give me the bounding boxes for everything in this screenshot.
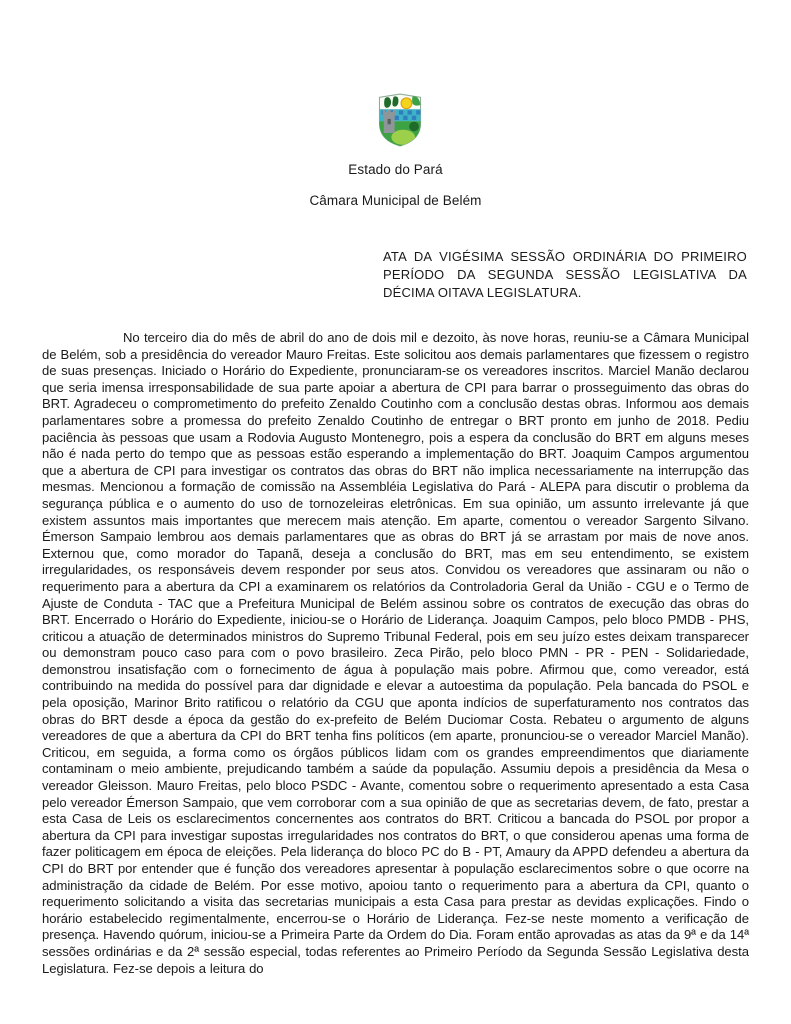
state-name: Estado do Pará	[348, 162, 443, 177]
coat-of-arms-icon	[374, 93, 426, 147]
tower-window	[388, 119, 391, 124]
minutes-paragraph: No terceiro dia do mês de abril do ano de dois mil e dezoito, às nove horas, reuniu-se a Câmara Municipal de Belém, sob a presidência do vereador Mauro Freitas. Este solicitou aos demais parlamentares que fizessem o registro de suas presenças. Iniciado o Horário do Expediente, pronunciaram-se os vereadores inscritos. Marciel Manão declarou que seria imensa irresponsabilidade de sua parte apoiar a abertura de CPI para barrar o prosseguimento das obras do BRT. Agradeceu o comprometimento do prefeito Zenaldo Coutinho com a conclusão destas obras. Informou aos demais parlamentares sobre a promessa do prefeito Zenaldo Coutinho de entregar o BRT pronto em junho de 2018. Pediu paciência às pessoas que usam a Rodovia Augusto Montenegro, pois a espera da conclusão do BRT em alguns meses não é nada perto do tempo que as pessoas estão esperando a implementação do BRT. Joaquim Campos argumentou que a abertura de CPI para investigar os contratos das obras do BRT não implica necessariamente na interrupção das mesmas. Mencionou a formação de comissão na Assembléia Legislativa do Pará - ALEPA para discutir o problema da segurança pública e o aumento do uso de tornozeleiras eletrônicas. Em sua opinião, um assunto irrelevante já que existem assuntos mais importantes que merecem mais atenção. Em aparte, comentou o vereador Sargento Silvano. Émerson Sampaio lembrou aos demais parlamentares que as obras do BRT já se arrastam por mais de nove anos. Externou que, como morador do Tapanã, deseja a conclusão do BRT, mas em seu entendimento, se existem irregularidades, os responsáveis devem responder por seus atos. Convidou os vereadores que assinaram ou não o requerimento para a abertura da CPI a examinarem os relatórios da Controladoria Geral da União - CGU e o Termo de Ajuste de Conduta - TAC que a Prefeitura Municipal de Belém assinou sobre os contratos de execução das obras do BRT. Encerrado o Horário do Expediente, iniciou-se o Horário de Liderança. Joaquim Campos, pelo bloco PMDB - PHS, criticou a atuação de determinados ministros do Supremo Tribunal Federal, pois em seu juízo estes deixam transparecer ou demonstram pouco caso para com o povo brasileiro. Zeca Pirão, pelo bloco PMN - PR - PEN - Solidariedade, demonstrou insatisfação com o fornecimento de água à população mais pobre. Afirmou que, como vereador, está contribuindo na medida do possível para dar dignidade e elevar a autoestima da população. Pela bancada do PSOL e pela oposição, Marinor Brito ratificou o relatório da CGU que aponta indícios de superfaturamento nos contratos das obras do BRT desde a época da gestão do ex-prefeito de Belém Duciomar Costa. Rebateu o argumento de alguns vereadores de que a abertura da CPI do BRT tenha fins políticos (em aparte, pronunciou-se o vereador Marciel Manão). Criticou, em seguida, a forma como os órgãos públicos lidam com os grandes empreendimentos que diariamente contaminam o meio ambiente, prejudicando também a saúde da população. Assumiu depois a presidência da Mesa o vereador Gleisson. Mauro Freitas, pelo bloco PSDC - Avante, comentou sobre o requerimento apresentado a esta Casa pelo vereador Émerson Sampaio, que vem corroborar com a sua opinião de que as secretarias devem, de fato, prestar a esta Casa de Leis os esclarecimentos concernentes aos contratos do BRT. Criticou a bancada do PSOL por propor a abertura da CPI para investigar supostas irregularidades nos contratos do BRT, o que considerou apenas uma forma de fazer politicagem em época de eleições. Pela liderança do bloco PC do B - PT, Amaury da APPD defendeu a abertura da CPI do BRT por entender que é função dos vereadores apresentar à população esclarecimentos sobre o que ocorre na administração da cidade de Belém. Por esse motivo, apoiou tanto o requerimento para a abertura da CPI, quanto o requerimento solicitando a visita das secretarias municipais a esta Casa para prestar as devidas explicações. Findo o horário estabelecido regimentalmente, encerrou-se o Horário de Liderança. Fez-se neste momento a verificação de presença. Havendo quórum, iniciou-se a Primeira Parte da Ordem do Dia. Foram então aprovadas as atas da 9ª e da 14ª sessões ordinárias e da 2ª sessão especial, todas referentes ao Primeiro Período da Segunda Sessão Legislativa desta Legislatura. Fez-se depois a leitura do	[42, 330, 749, 976]
shrub	[409, 122, 419, 132]
mound	[391, 130, 415, 145]
session-title: ATA DA VIGÉSIMA SESSÃO ORDINÁRIA DO PRIMEIRO PERÍODO DA SEGUNDA SESSÃO LEGISLATIVA DA DÉCIMA OITAVA LEGISLATURA.	[383, 249, 747, 300]
sun-icon	[401, 98, 412, 109]
institution-name: Câmara Municipal de Belém	[309, 193, 482, 208]
